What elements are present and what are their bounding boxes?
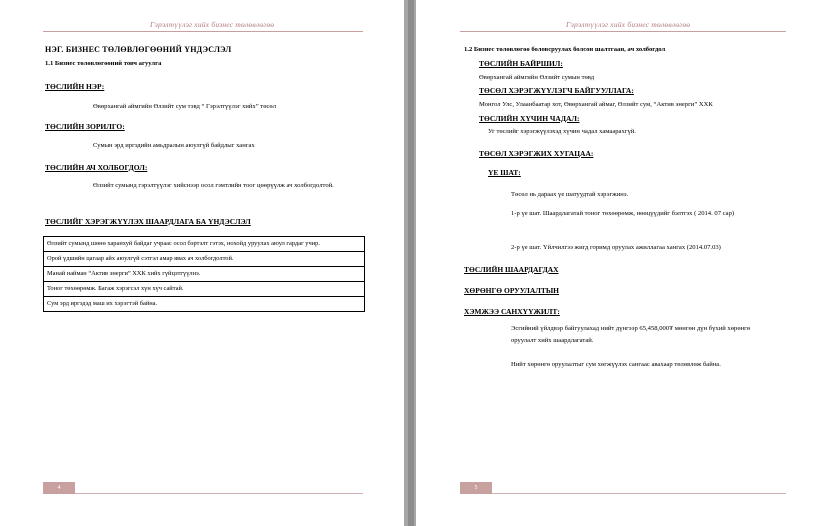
header-rule	[460, 31, 786, 32]
project-name-label: ТӨСЛИЙН НЭР:	[45, 82, 105, 91]
need-row: Өлзийт сумынд шөнө харанхуй байдаг учраас осол бэртэлт гэтэх, нохойд уруулах аюул гардаг учир.	[44, 237, 364, 252]
section-title: 1.2 Бизнес төлөвлөгөө боловсруулах болсон шалтгаан, ач холбогдол	[464, 46, 666, 53]
project-need-label: ТӨСЛИЙГ ХЭРЭГЖҮҮЛЭХ ШААРДЛАГА БА ҮНДЭСЛЭЛ	[45, 217, 251, 226]
capacity-value: Уг төслийг хэрэгжүүлэхэд хүчин чадал хамаарахгүй.	[488, 128, 636, 135]
phase-2: 2-р үе шат. Үйлчилгээ жигд горимд оруулах ажиллагаа хангах (2014.07.03)	[511, 244, 721, 251]
section-subtitle: 1.1 Бизнес төлөвлөгөөний товч агуулга	[45, 60, 162, 67]
project-relevance-value: Өлзийт сумынд гэрэлтүүлэг хийснээр осол гэмтлийн тоог цөөрүүлж ач холбогдолтой.	[93, 182, 334, 189]
page-left	[0, 0, 404, 526]
organization-value: Монгол Улс, Улаанбаатар хот, Өвөрхангай аймаг, Өлзийт сум, “Актив энерги” ХХК	[479, 101, 713, 108]
phase-1: 1-р үе шат. Шаардлагатай тоног төхөөрөмж, нөөцүүдийг бэлтгэх ( 2014. 07 сар)	[511, 210, 735, 217]
phases-label: ҮЕ ШАТ:	[488, 168, 521, 177]
page-number: 5	[474, 485, 478, 491]
need-row: Манай найман “Актив энерги” ХХК хийх гүйцэтгүүлнэ.	[44, 267, 364, 282]
page-gutter-shadow	[408, 0, 414, 526]
funding-value: Нийт хөрөнгө оруулалтыг сум хөгжүүлэх сангаас авахаар төлөвлөж байна.	[511, 361, 721, 368]
page-header: Гэрэлтүүлэг хийх бизнес төлөвлөгөө	[150, 20, 275, 29]
need-row: Орой үдшийн цагаар айх аюулгүй сэтгэл амар явах ач холбогдолтой.	[44, 252, 364, 267]
capacity-label: ТӨСЛИЙН ХҮЧИН ЧАДАЛ:	[479, 114, 580, 123]
page-number-badge	[460, 482, 492, 494]
need-row: Тоног төхөөрөмж. Багаж хэрэгсэл хүн хүч сайтай.	[44, 282, 364, 297]
header-rule	[43, 31, 363, 32]
organization-label: ТӨСӨЛ ХЭРЭГЖҮҮЛЭГЧ БАЙГУУЛЛАГА:	[479, 86, 634, 95]
schedule-label: ТӨСӨЛ ХЭРЭГЖИХ ХУГАЦАА:	[479, 149, 594, 158]
page-right	[416, 0, 826, 526]
investment-label: ХӨРӨНГӨ ОРУУЛАЛТЫН	[464, 286, 560, 295]
footer-rule	[75, 493, 363, 494]
scale-label: ХЭМЖЭЭ САНХҮҮЖИЛТ:	[464, 307, 560, 316]
project-relevance-label: ТӨСЛИЙН АЧ ХОЛБОГДОЛ:	[45, 163, 148, 172]
project-goal-label: ТӨСЛИЙН ЗОРИЛГО:	[45, 122, 125, 131]
footer-rule	[492, 493, 786, 494]
location-value: Өвөрхангай аймгийн Өлзийт сумын төвд	[479, 74, 595, 81]
page-header: Гэрэлтүүлэг хийх бизнес төлөвлөгөө	[566, 20, 691, 29]
need-table	[43, 236, 365, 312]
page-number: 4	[57, 485, 61, 491]
requirement-label: ТӨСЛИЙН ШААРДАГДАХ	[464, 265, 559, 274]
main-title: НЭГ. БИЗНЕС ТӨЛӨВЛӨГӨӨНИЙ ҮНДЭСЛЭЛ	[45, 45, 232, 54]
page-number-badge	[43, 482, 75, 494]
location-label: ТӨСЛИЙН БАЙРШИЛ:	[479, 59, 563, 68]
phases-intro: Төсөл нь дараах үе шатуудтай хэрэгжинэ.	[511, 191, 629, 198]
need-row: Сум эрд иргэдэд маш их хэрэгтэй байна.	[47, 300, 158, 307]
scale-value: Эсгийний үйлдвэр байгуулахад нийт дүнгээр 65,458,000₮ мөнгөн дүн бүхий хөрөнгө оруулалт хийх шаардлагатай.	[511, 325, 751, 344]
project-name-value: Өвөрхангай аймгийн Өлзийт сум тэвд “ Гэрэлтүүлэг хийх” төсөл	[93, 103, 276, 110]
project-goal-value: Сумын эрд иргэдийн амьдралын аюулгүй байдлыг хангах	[93, 142, 255, 149]
